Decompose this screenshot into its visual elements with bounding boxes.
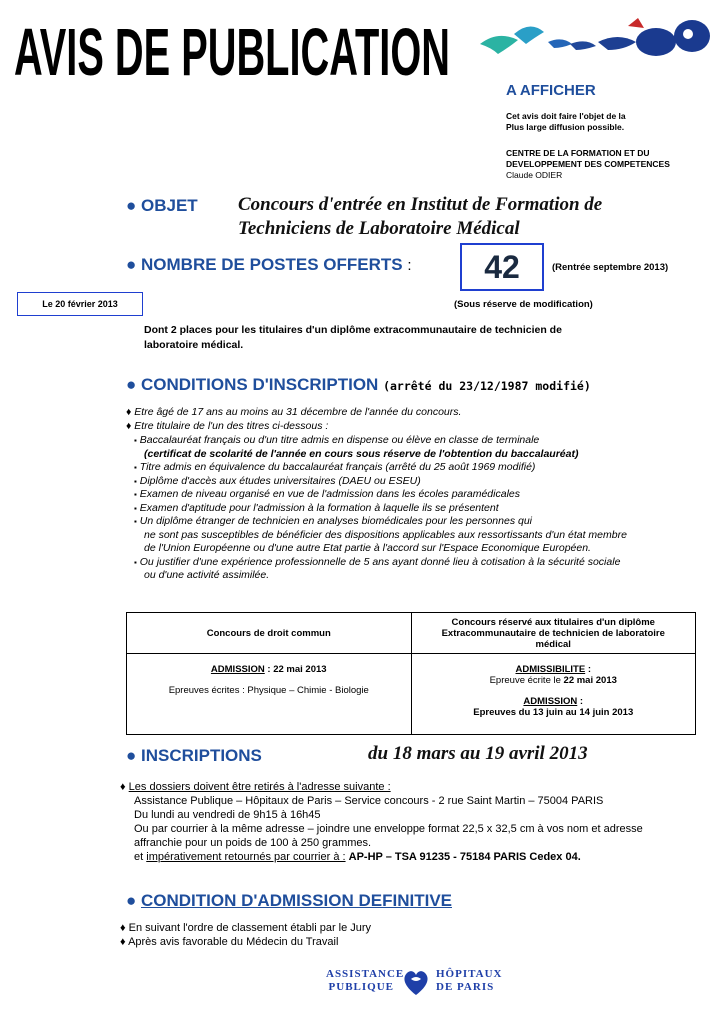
arrete-text: (arrêté du 23/12/1987 modifié) — [383, 379, 591, 393]
list-item: ▪ Diplôme d'accès aux études universitaires (DAEU ou ESEU) — [134, 474, 421, 487]
list-item: ▪ Examen de niveau organisé en vue de l'admission dans les écoles paramédicales — [134, 488, 520, 500]
list-item: ▪ Titre admis en équivalence du baccalauréat français (arrêté du 25 août 1969 modifié) — [134, 461, 536, 473]
admission-def-item: ♦ Après avis favorable du Médecin du Travail — [120, 936, 339, 948]
logo-right-text — [436, 968, 502, 994]
dossiers-line: ♦ Les dossiers doivent être retirés à l'adresse suivante : — [120, 781, 391, 793]
admissibilite-label: ADMISSIBILITE — [515, 664, 586, 675]
admission2-colon: : — [579, 696, 584, 707]
age-text: Etre âgé de 17 ans au moins au 31 décembre de l'année du concours. — [134, 406, 462, 418]
conditions-label: ● CONDITIONS D'INSCRIPTION (arrêté du 23/12/1987 modifié) — [126, 375, 591, 394]
places-line: Dont 2 places pour les titulaires d'un diplôme extracommunautaire de technicien de — [144, 324, 562, 336]
logo-left-line: ASSISTANCE — [326, 968, 405, 980]
list-item: ou d'une activité assimilée. — [144, 569, 270, 581]
ecrite-date: 22 mai 2013 — [563, 675, 617, 686]
titulaire-text: Etre titulaire de l'un des titres ci-dessous : — [134, 420, 329, 432]
list-item-text: Baccalauréat français ou d'un titre admis en dispense ou élève en classe de terminale — [139, 434, 540, 446]
list-item-text: Ou justifier d'une expérience professionnelle de 5 ans ayant donné lieu à cotisation à la sécurité sociale — [139, 555, 621, 568]
retour-line — [134, 850, 581, 864]
note-line: Plus large diffusion possible. — [506, 122, 625, 132]
dossiers-text: Les dossiers doivent être retirés à l'adresse suivante : — [128, 781, 391, 793]
postes-label: ● NOMBRE DE POSTES OFFERTS : — [126, 255, 412, 274]
list-item: ▪ Baccalauréat français ou d'un titre admis en dispense ou élève en classe de terminale — [134, 434, 540, 446]
list-item-text: Examen d'aptitude pour l'admission à la formation à laquelle ils se présentent — [139, 501, 499, 514]
col2-header-line: Extracommunautaire de technicien de laboratoire — [441, 627, 665, 639]
a-afficher-heading: A AFFICHER — [506, 82, 596, 99]
hours-line: Du lundi au vendredi de 9h15 à 16h45 — [134, 809, 321, 821]
centre-block — [506, 148, 670, 181]
list-item: (certificat de scolarité de l'année en cours sous réserve de l'obtention du baccalauréat) — [144, 447, 579, 460]
objet-line: Concours d'entrée en Institut de Formation de — [238, 194, 603, 215]
retour-link: impérativement retournés par courrier à : — [146, 851, 346, 863]
logo-left-text — [326, 968, 405, 994]
col1-header: Concours de droit commun — [127, 613, 412, 654]
postes-colon: : — [407, 257, 412, 274]
logo-left-line: PUBLIQUE — [328, 981, 394, 993]
aphp-logo — [326, 966, 510, 998]
objet-label-text: OBJET — [141, 196, 198, 215]
postes-number: 42 — [460, 243, 544, 291]
inscriptions-label-text: INSCRIPTIONS — [141, 746, 262, 765]
centre-line: CENTRE DE LA FORMATION ET DU — [506, 148, 650, 158]
title-text: AVIS DE PUBLICATION — [14, 15, 451, 84]
reserve-cell — [411, 654, 696, 735]
exam-table — [126, 612, 696, 735]
list-item-text: Titre admis en équivalence du baccalauréat français (arrêté du 25 août 1969 modifié) — [139, 461, 536, 473]
objet-text — [238, 193, 602, 241]
reserve-text: (Sous réserve de modification) — [454, 299, 593, 310]
courrier-line: Ou par courrier à la même adresse – joindre une enveloppe format 22,5 x 32,5 cm à vos nom et adresse — [134, 823, 643, 835]
address-line: Assistance Publique – Hôpitaux de Paris – Service concours - 2 rue Saint Martin – 75004 PARIS — [134, 795, 604, 807]
droit-commun-cell — [127, 654, 412, 735]
note-line: Cet avis doit faire l'objet de la — [506, 111, 626, 121]
contact-name: Claude ODIER — [506, 170, 563, 180]
list-item: ▪ Examen d'aptitude pour l'admission à la formation à laquelle ils se présentent — [134, 501, 499, 514]
birds-logo-icon — [478, 14, 714, 72]
admission-def-text: Après avis favorable du Médecin du Travail — [128, 936, 339, 948]
list-item: ne sont pas susceptibles de bénéficier des dispositions applicables aux ressortissants d'un état membre — [144, 528, 627, 541]
retour-address: AP-HP – TSA 91235 - 75184 PARIS Cedex 04. — [348, 851, 581, 863]
epreuves2-text: Epreuves du 13 juin au 14 juin 2013 — [473, 707, 634, 718]
centre-line: DEVELOPPEMENT DES COMPETENCES — [506, 159, 670, 169]
admission-def-label: ● CONDITION D'ADMISSION DEFINITIVE — [126, 891, 452, 910]
conditions-label-text: CONDITIONS D'INSCRIPTION — [141, 375, 379, 394]
list-item-text: Diplôme d'accès aux études universitaires (DAEU ou ESEU) — [139, 474, 421, 487]
list-item-text: Un diplôme étranger de technicien en analyses biomédicales pour les personnes qui — [139, 515, 533, 527]
places-line: laboratoire médical. — [144, 339, 244, 351]
list-item: ▪ Ou justifier d'une expérience professionnelle de 5 ans ayant donné lieu à cotisation à la sécurité sociale — [134, 555, 621, 568]
admission-def-label-text: CONDITION D'ADMISSION DEFINITIVE — [141, 891, 452, 910]
admissibilite-colon: : — [587, 664, 591, 675]
places-text — [144, 323, 562, 353]
ecrite-prefix: Epreuve écrite le — [489, 675, 561, 686]
epreuves-text: Epreuves écrites : Physique – Chimie - Biologie — [168, 685, 369, 696]
diffusion-note — [506, 111, 626, 133]
list-item: de l'Union Européenne ou d'une autre Etat partie à l'accord sur l'Espace Economique Européen. — [144, 542, 591, 554]
objet-line: Techniciens de Laboratoire Médical — [238, 218, 520, 239]
logo-right-line: HÔPITAUX — [436, 968, 503, 980]
condition-titulaire: ♦ Etre titulaire de l'un des titres ci-dessous : — [126, 420, 329, 432]
col2-header — [411, 613, 696, 654]
list-item: ▪ Un diplôme étranger de technicien en analyses biomédicales pour les personnes qui — [134, 515, 533, 527]
condition-age: ♦ Etre âgé de 17 ans au moins au 31 décembre de l'année du concours. — [126, 406, 462, 418]
col2-header-line: Concours réservé aux titulaires d'un diplôme — [451, 616, 655, 628]
date-box: Le 20 février 2013 — [17, 292, 143, 316]
postes-label-text: NOMBRE DE POSTES OFFERTS — [141, 255, 403, 274]
retour-prefix: et — [134, 851, 144, 863]
list-item-text: Examen de niveau organisé en vue de l'admission dans les écoles paramédicales — [139, 488, 520, 500]
admission-def-item: ♦ En suivant l'ordre de classement établi par le Jury — [120, 922, 372, 934]
admission-label: ADMISSION — [210, 664, 265, 675]
admission2-label: ADMISSION — [523, 696, 578, 707]
table-header-row — [127, 613, 696, 654]
table-row — [127, 654, 696, 735]
inscriptions-dates: du 18 mars au 19 avril 2013 — [368, 743, 588, 764]
rentree-text: (Rentrée septembre 2013) — [552, 262, 669, 273]
admission-def-text: En suivant l'ordre de classement établi par le Jury — [128, 922, 372, 934]
admission-date: : 22 mai 2013 — [267, 664, 327, 675]
inscriptions-label: ● INSCRIPTIONS — [126, 746, 262, 765]
page-title — [14, 6, 454, 84]
col2-header-line: médical — [535, 638, 571, 650]
objet-label: ● OBJET — [126, 196, 198, 215]
logo-right-line: DE PARIS — [436, 981, 495, 993]
heart-icon — [400, 966, 432, 998]
courrier-line: affranchie pour un poids de 100 à 250 grammes. — [134, 837, 372, 849]
